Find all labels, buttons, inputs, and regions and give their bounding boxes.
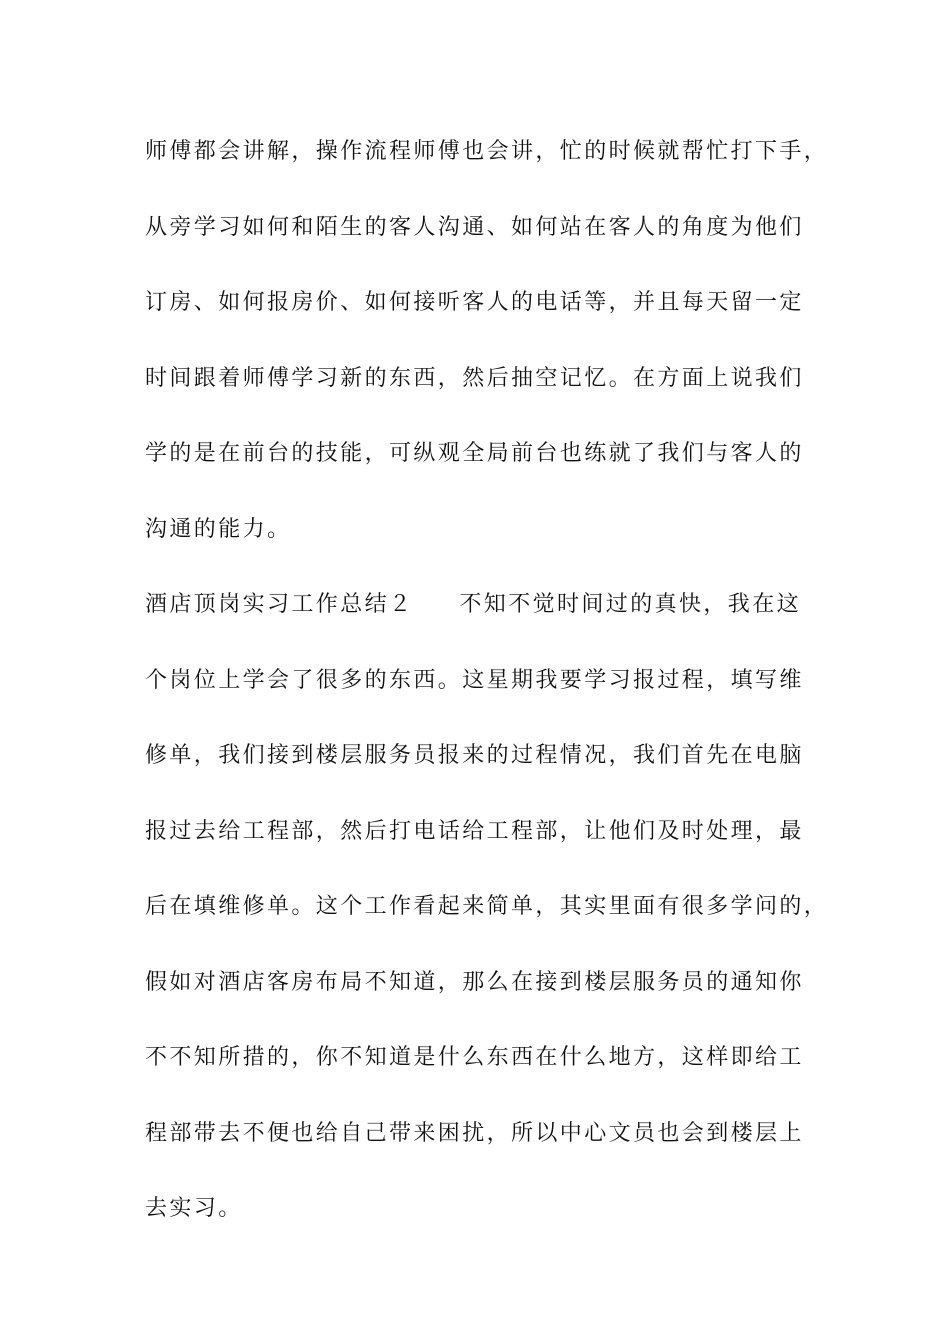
paragraph-line: 修单，我们接到楼层服务员报来的过程情况，我们首先在电脑: [145, 743, 804, 768]
paragraph-line: 报过去给工程部，然后打电话给工程部，让他们及时处理，最: [145, 818, 804, 844]
document-body: [145, 128, 835, 1261]
section-first-line: 不知不觉时间过的真快，我在这: [459, 592, 802, 617]
section-title: 酒店顶岗实习工作总结２: [145, 592, 414, 617]
paragraph-line: 从旁学习如何和陌生的客人沟通、如何站在客人的角度为他们: [145, 214, 804, 240]
paragraph-line: 沟通的能力。: [145, 516, 292, 542]
paragraph-line: 个岗位上学会了很多的东西。这星期我要学习报过程，填写维: [145, 667, 804, 693]
section-heading-line: [145, 581, 835, 657]
paragraph-line: 后在填维修单。这个工作看起来简单，其实里面有很多学问的，: [145, 894, 829, 919]
paragraph-line: 程部带去不便也给自己带来困扰，所以中心文员也会到楼层上: [145, 1120, 804, 1146]
paragraph-line: 不不知所措的，你不知道是什么东西在什么地方，这样即给工: [145, 1045, 804, 1070]
paragraph-line: 时间跟着师傅学习新的东西，然后抽空记忆。在方面上说我们: [145, 365, 804, 391]
paragraph-line: 学的是在前台的技能，可纵观全局前台也练就了我们与客人的: [145, 441, 804, 466]
paragraph-line: 假如对酒店客房布局不知道，那么在接到楼层服务员的通知你: [145, 969, 804, 995]
paragraph-line: 去实习。: [145, 1196, 243, 1221]
paragraph-line: 师傅都会讲解，操作流程师傅也会讲，忙的时候就帮忙打下手，: [145, 139, 829, 164]
paragraph-line: 订房、如何报房价、如何接听客人的电话等，并且每天留一定: [145, 290, 804, 315]
